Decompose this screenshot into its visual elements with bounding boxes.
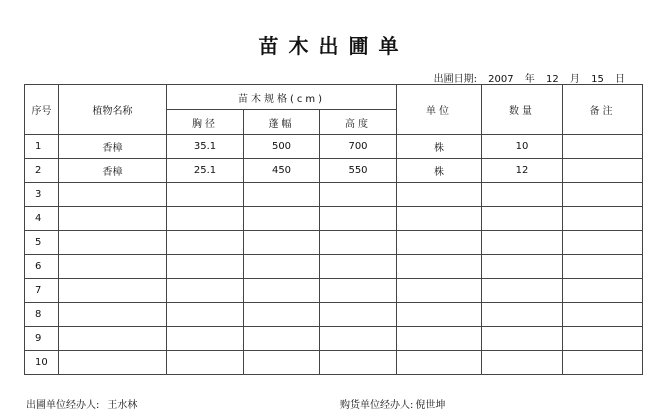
- cell-remark: [563, 351, 643, 375]
- cell-name: 香樟: [59, 159, 167, 183]
- cell-qty: 10: [482, 135, 563, 159]
- cell-unit: [397, 207, 482, 231]
- cell-dbh: 35.1: [167, 135, 244, 159]
- cell-name: [59, 303, 167, 327]
- date-year-unit: 年: [524, 74, 535, 85]
- cell-qty: [482, 303, 563, 327]
- cell-dbh: [167, 183, 244, 207]
- cell-remark: [563, 183, 643, 207]
- cell-no: 10: [25, 351, 59, 375]
- cell-height: [320, 351, 397, 375]
- header-dbh: 胸径: [167, 110, 244, 135]
- header-remark: 备注: [563, 85, 643, 135]
- date-day-unit: 日: [615, 74, 625, 85]
- cell-crown: [244, 183, 320, 207]
- header-spec: 苗木规格(cm): [167, 85, 397, 110]
- table-row: [25, 207, 643, 231]
- cell-remark: [563, 279, 643, 303]
- cell-dbh: [167, 351, 244, 375]
- header-crown: 蓬幅: [244, 110, 320, 135]
- cell-qty: [482, 351, 563, 375]
- cell-no: 4: [25, 207, 59, 231]
- cell-unit: 株: [397, 159, 482, 183]
- footer-sender-label: 出圃单位经办人:: [26, 400, 100, 411]
- table-row: [25, 351, 643, 375]
- header-qty: 数量: [482, 85, 563, 135]
- cell-name: [59, 207, 167, 231]
- cell-no: 8: [25, 303, 59, 327]
- table-row: [25, 135, 643, 159]
- cell-no: 9: [25, 327, 59, 351]
- table-row: [25, 231, 643, 255]
- cell-no: 6: [25, 255, 59, 279]
- cell-height: [320, 303, 397, 327]
- cell-height: [320, 231, 397, 255]
- cell-qty: [482, 279, 563, 303]
- cell-height: [320, 327, 397, 351]
- cell-dbh: 25.1: [167, 159, 244, 183]
- cell-name: 香樟: [59, 135, 167, 159]
- table-row: [25, 327, 643, 351]
- date-day: 15: [591, 74, 604, 85]
- cell-height: 550: [320, 159, 397, 183]
- date-line: [434, 70, 629, 85]
- cell-no: 2: [25, 159, 59, 183]
- cell-remark: [563, 135, 643, 159]
- cell-remark: [563, 159, 643, 183]
- table-row: [25, 279, 643, 303]
- cell-dbh: [167, 231, 244, 255]
- cell-unit: [397, 327, 482, 351]
- cell-dbh: [167, 255, 244, 279]
- cell-unit: [397, 231, 482, 255]
- cell-name: [59, 279, 167, 303]
- cell-unit: [397, 279, 482, 303]
- cell-remark: [563, 255, 643, 279]
- cell-name: [59, 231, 167, 255]
- footer-buyer-label: 购货单位经办人:: [340, 400, 414, 411]
- table-row: [25, 303, 643, 327]
- cell-unit: [397, 303, 482, 327]
- header-height: 高度: [320, 110, 397, 135]
- cell-no: 1: [25, 135, 59, 159]
- cell-dbh: [167, 303, 244, 327]
- shipment-table: [24, 84, 643, 375]
- cell-name: [59, 327, 167, 351]
- cell-crown: 450: [244, 159, 320, 183]
- cell-height: [320, 183, 397, 207]
- cell-name: [59, 183, 167, 207]
- cell-height: 700: [320, 135, 397, 159]
- table-row: [25, 183, 643, 207]
- cell-remark: [563, 327, 643, 351]
- cell-remark: [563, 303, 643, 327]
- cell-no: 7: [25, 279, 59, 303]
- cell-height: [320, 279, 397, 303]
- cell-height: [320, 255, 397, 279]
- header-name: 植物名称: [59, 85, 167, 135]
- table-row: [25, 159, 643, 183]
- cell-unit: [397, 255, 482, 279]
- table-row: [25, 255, 643, 279]
- footer-sender: [26, 396, 137, 411]
- date-year: 2007: [488, 74, 514, 85]
- header-no: 序号: [25, 85, 59, 135]
- cell-no: 3: [25, 183, 59, 207]
- cell-crown: 500: [244, 135, 320, 159]
- cell-dbh: [167, 327, 244, 351]
- cell-dbh: [167, 207, 244, 231]
- cell-crown: [244, 327, 320, 351]
- footer-buyer: [340, 396, 445, 411]
- date-month: 12: [545, 74, 559, 85]
- document-title: 苗木出圃单: [258, 34, 409, 58]
- cell-qty: 12: [482, 159, 563, 183]
- cell-name: [59, 255, 167, 279]
- cell-no: 5: [25, 231, 59, 255]
- cell-qty: [482, 207, 563, 231]
- date-label: 出圃日期:: [433, 74, 477, 85]
- cell-crown: [244, 279, 320, 303]
- cell-qty: [482, 255, 563, 279]
- cell-unit: [397, 351, 482, 375]
- cell-unit: 株: [397, 135, 482, 159]
- cell-remark: [563, 231, 643, 255]
- cell-crown: [244, 351, 320, 375]
- header-unit: 单位: [397, 85, 482, 135]
- footer-buyer-name: 倪世坤: [415, 400, 446, 411]
- cell-qty: [482, 183, 563, 207]
- cell-remark: [563, 207, 643, 231]
- cell-name: [59, 351, 167, 375]
- cell-crown: [244, 207, 320, 231]
- cell-crown: [244, 255, 320, 279]
- cell-crown: [244, 231, 320, 255]
- footer-sender-name: 王水林: [107, 400, 138, 411]
- cell-dbh: [167, 279, 244, 303]
- cell-qty: [482, 327, 563, 351]
- cell-height: [320, 207, 397, 231]
- cell-qty: [482, 231, 563, 255]
- date-month-unit: 月: [569, 74, 580, 85]
- cell-crown: [244, 303, 320, 327]
- cell-unit: [397, 183, 482, 207]
